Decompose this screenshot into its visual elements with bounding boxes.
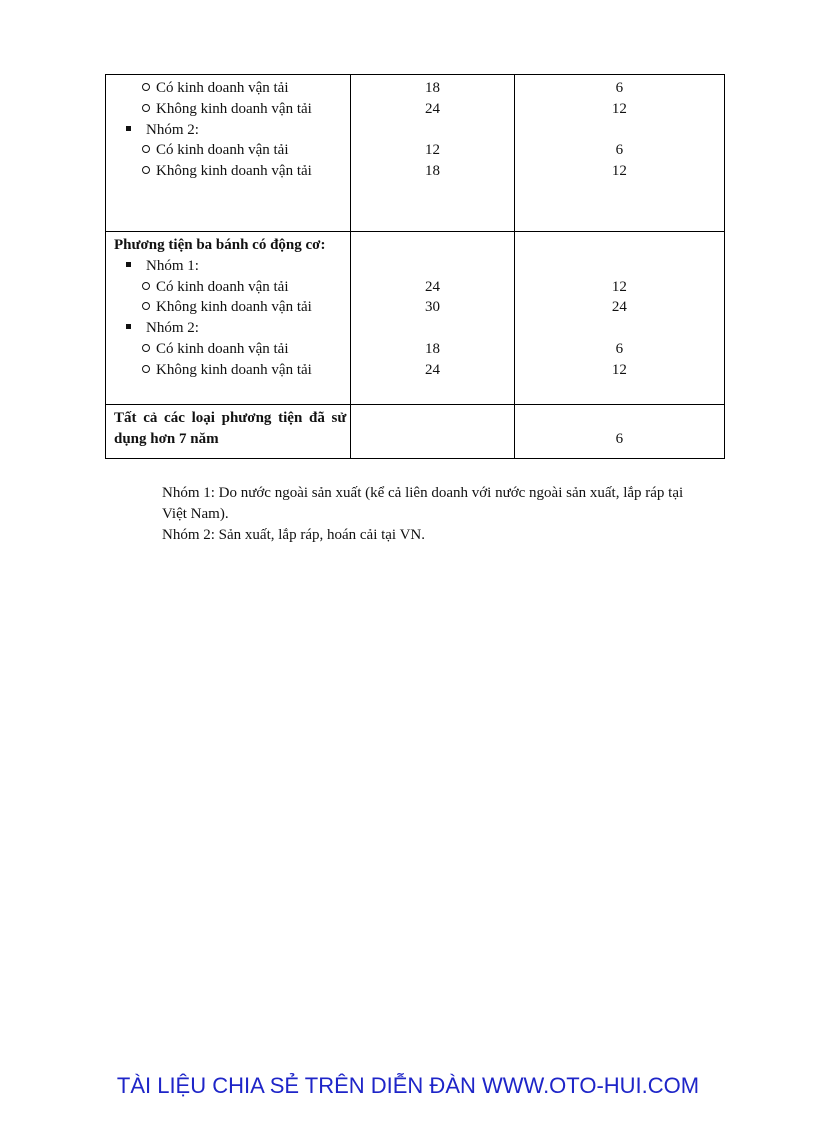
list-item: Không kinh doanh vận tải [114, 99, 348, 120]
note-group-2: Nhóm 2: Sản xuất, lắp ráp, hoán cải tại VN. [162, 526, 425, 543]
list-item: Nhóm 2: [114, 318, 348, 339]
first-inspection-cell [351, 75, 514, 232]
value: 6 [615, 80, 624, 96]
first-inspection-cell [351, 232, 514, 405]
value: 6 [615, 142, 624, 159]
square-bullet-icon [126, 324, 131, 329]
row-heading-continued: dụng hơn 7 năm [114, 430, 219, 447]
row-heading: Tất cả các loại phương tiện đã sử [114, 410, 347, 426]
footnotes [162, 483, 732, 545]
value: 12 [425, 142, 441, 159]
note-text: Việt Nam). [162, 505, 229, 522]
value [351, 256, 513, 277]
circle-bullet-icon [142, 145, 150, 153]
value: 30 [425, 299, 441, 316]
value [351, 318, 513, 339]
circle-bullet-icon [142, 282, 150, 290]
periodic-inspection-cell [514, 405, 724, 459]
square-bullet-icon [126, 262, 131, 267]
value [515, 318, 724, 339]
value: 18 [425, 340, 441, 357]
value: 12 [611, 163, 627, 180]
note-text: Nhóm 1: Do nước ngoài sản xuất (kể cả liên doanh với nước ngoài sản xuất, lắp ráp tại [162, 485, 684, 501]
periodic-inspection-cell [514, 232, 724, 405]
value: 24 [425, 361, 441, 378]
circle-bullet-icon [142, 83, 150, 91]
value: 18 [425, 163, 441, 180]
value: 12 [611, 100, 627, 117]
row-heading: Phương tiện ba bánh có động cơ: [114, 237, 326, 253]
value: 12 [611, 361, 627, 378]
circle-bullet-icon [142, 344, 150, 352]
list-item: Nhóm 1: [114, 256, 348, 277]
list-item: Không kinh doanh vận tải [114, 297, 348, 318]
vehicle-type-cell [106, 405, 351, 459]
circle-bullet-icon [142, 302, 150, 310]
vehicle-type-cell [106, 75, 351, 232]
value: 18 [425, 80, 441, 96]
square-bullet-icon [126, 126, 131, 131]
value: 24 [425, 278, 441, 295]
circle-bullet-icon [142, 104, 150, 112]
vehicle-type-cell [106, 232, 351, 405]
list-item: Có kinh doanh vận tải [114, 277, 348, 298]
value: 6 [615, 340, 624, 357]
list-item: Có kinh doanh vận tải [114, 339, 348, 360]
periodic-inspection-cell [514, 75, 724, 232]
value [515, 256, 724, 277]
list-item: Không kinh doanh vận tải [114, 360, 348, 381]
note-group-1 [162, 483, 732, 525]
table-row [106, 75, 725, 232]
inspection-interval-table [105, 74, 725, 459]
forum-footer-banner: TÀI LIỆU CHIA SẺ TRÊN DIỄN ĐÀN WWW.OTO-HUI.COM [116, 1073, 700, 1098]
value: 6 [615, 430, 624, 447]
value [515, 120, 724, 141]
list-item: Nhóm 2: [114, 120, 348, 141]
first-inspection-cell [351, 405, 514, 459]
table-row [106, 405, 725, 459]
table-row [106, 232, 725, 405]
value: 12 [611, 278, 627, 295]
circle-bullet-icon [142, 166, 150, 174]
list-item: Không kinh doanh vận tải [114, 161, 348, 182]
list-item: Có kinh doanh vận tải [114, 140, 348, 161]
value [351, 120, 513, 141]
list-item: Có kinh doanh vận tải [114, 78, 348, 99]
value: 24 [611, 299, 627, 316]
value: 24 [425, 100, 441, 117]
circle-bullet-icon [142, 365, 150, 373]
